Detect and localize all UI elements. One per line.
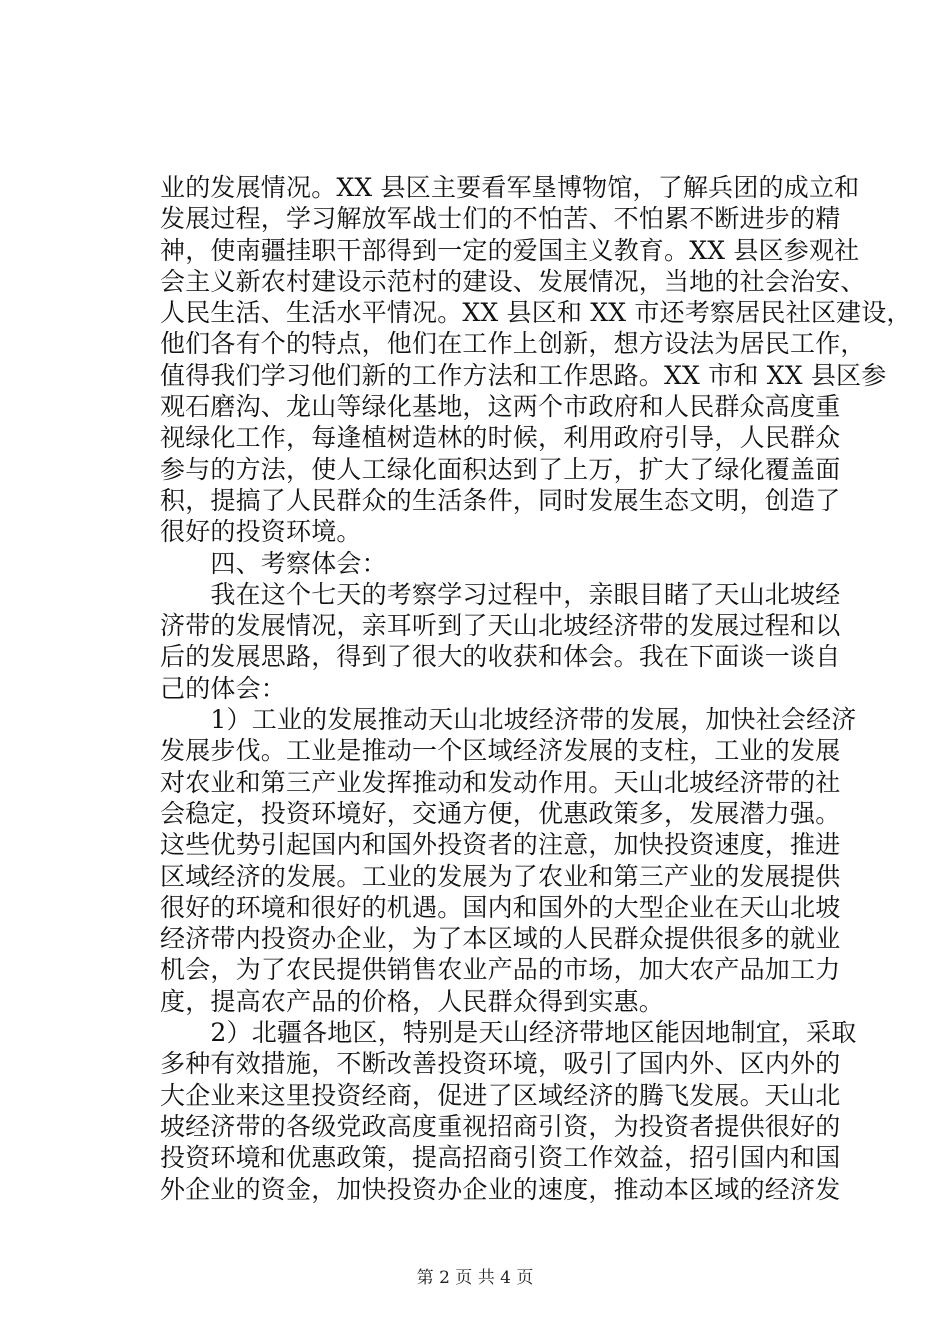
text-line: 对农业和第三产业发挥推动和发动作用。天山北坡经济带的社 bbox=[160, 767, 841, 797]
text-line: 坡经济带的各级党政高度重视招商引资，为投资者提供很好的 bbox=[160, 1111, 841, 1141]
text-line: 神，使南疆挂职干部得到一定的爱国主义教育。XX 县区参观社 bbox=[160, 235, 860, 265]
text-line: 积，提搞了人民群众的生活条件，同时发展生态文明，创造了 bbox=[160, 485, 841, 515]
text-line: 发展步伐。工业是推动一个区域经济发展的支柱，工业的发展 bbox=[160, 736, 841, 766]
text-line: 经济带内投资办企业，为了本区域的人民群众提供很多的就业 bbox=[160, 924, 841, 954]
text-line: 外企业的资金，加快投资办企业的速度，推动本区域的经济发 bbox=[160, 1174, 841, 1204]
text-line: 值得我们学习他们新的工作方法和工作思路。XX 市和 XX 县区参 bbox=[160, 360, 887, 390]
text-line: 大企业来这里投资经商，促进了区域经济的腾飞发展。天山北 bbox=[160, 1080, 841, 1110]
text-line: 视绿化工作，每逢植树造林的时候，利用政府引导，人民群众 bbox=[160, 423, 841, 453]
text-line: 观石磨沟、龙山等绿化基地，这两个市政府和人民群众高度重 bbox=[160, 392, 841, 422]
text-line: 济带的发展情况，亲耳听到了天山北坡经济带的发展过程和以 bbox=[160, 611, 841, 641]
text-line: 很好的环境和很好的机遇。国内和国外的大型企业在天山北坡 bbox=[160, 892, 841, 922]
text-line: 投资环境和优惠政策，提高招商引资工作效益，招引国内和国 bbox=[160, 1143, 841, 1173]
text-line: 区域经济的发展。工业的发展为了农业和第三产业的发展提供 bbox=[160, 861, 841, 891]
text-line: 2）北疆各地区，特别是天山经济带地区能因地制宜，采取 bbox=[160, 1018, 857, 1048]
text-line: 这些优势引起国内和国外投资者的注意，加快投资速度，推进 bbox=[160, 830, 841, 860]
text-line: 机会，为了农民提供销售农业产品的市场，加大农产品加工力 bbox=[160, 955, 841, 985]
text-line: 参与的方法，使人工绿化面积达到了上万，扩大了绿化覆盖面 bbox=[160, 454, 841, 484]
text-line: 人民生活、生活水平情况。XX 县区和 XX 市还考察居民社区建设， bbox=[160, 298, 912, 328]
text-line: 很好的投资环境。 bbox=[160, 517, 362, 547]
text-line: 1）工业的发展推动天山北坡经济带的发展，加快社会经济 bbox=[160, 705, 857, 735]
body-text bbox=[160, 172, 912, 1205]
text-line: 业的发展情况。XX 县区主要看军垦博物馆，了解兵团的成立和 bbox=[160, 173, 860, 202]
text-line: 后的发展思路，得到了很大的收获和体会。我在下面谈一谈自 bbox=[160, 642, 841, 672]
text-line: 会主义新农村建设示范村的建设、发展情况，当地的社会治安、 bbox=[160, 266, 866, 296]
section-heading: 四、考察体会： bbox=[160, 548, 387, 578]
text-line: 发展过程，学习解放军战士们的不怕苦、不怕累不断进步的精 bbox=[160, 204, 841, 234]
text-line: 己的体会： bbox=[160, 673, 287, 703]
text-line: 会稳定，投资环境好，交通方便，优惠政策多，发展潜力强。 bbox=[160, 798, 841, 828]
text-line: 他们各有个的特点，他们在工作上创新，想方设法为居民工作， bbox=[160, 329, 866, 359]
page-footer: 第 2 页 共 4 页 bbox=[416, 1268, 534, 1288]
text-line: 多种有效措施，不断改善投资环境，吸引了国内外、区内外的 bbox=[160, 1049, 841, 1079]
text-line: 我在这个七天的考察学习过程中，亲眼目睹了天山北坡经 bbox=[160, 579, 841, 609]
text-line: 度，提高农产品的价格，人民群众得到实惠。 bbox=[160, 986, 665, 1016]
